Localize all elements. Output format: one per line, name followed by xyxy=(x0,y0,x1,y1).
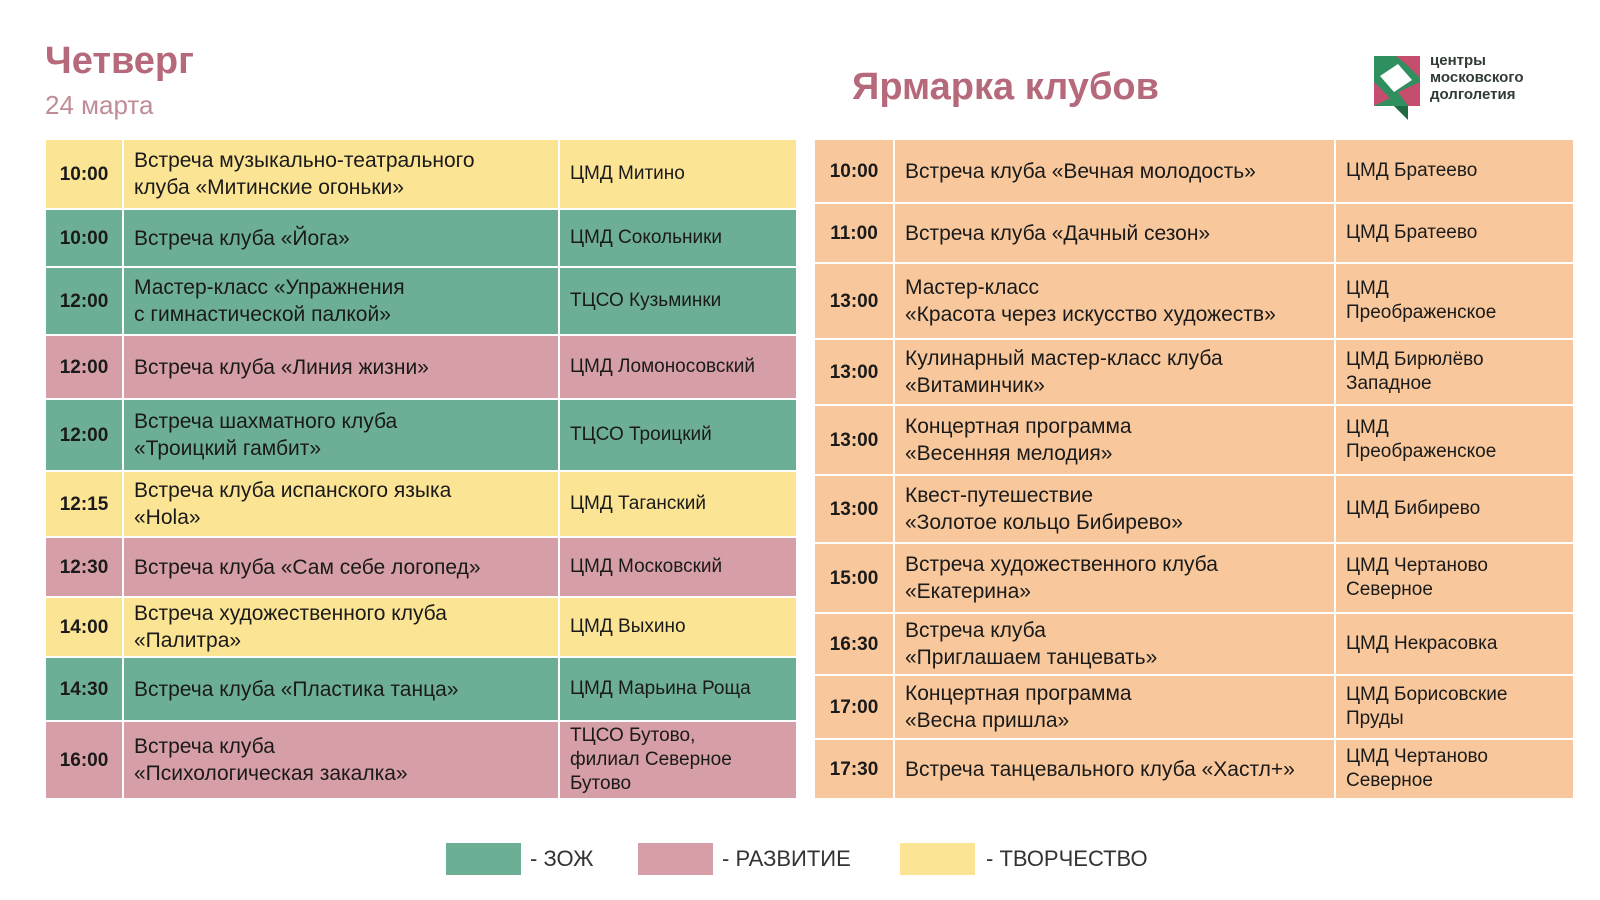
event-time: 10:00 xyxy=(45,139,123,209)
event-time: 13:00 xyxy=(814,263,894,339)
event-title: Встреча клуба «Вечная молодость» xyxy=(894,139,1335,203)
event-title: Концертная программа «Весна пришла» xyxy=(894,675,1335,739)
legend-swatch xyxy=(446,843,521,875)
table-row xyxy=(45,267,797,335)
event-time: 16:30 xyxy=(814,613,894,675)
event-place: ЦМД Преображенское xyxy=(1335,405,1574,475)
table-row xyxy=(814,675,1574,739)
logo-text xyxy=(1430,52,1524,103)
logo-mark-icon xyxy=(1372,52,1424,122)
event-time: 17:30 xyxy=(814,739,894,799)
event-title: Мастер-класс «Красота через искусство художеств» xyxy=(894,263,1335,339)
day-date: 24 марта xyxy=(45,90,154,120)
legend-swatch xyxy=(638,843,713,875)
event-title: Встреча клуба «Приглашаем танцевать» xyxy=(894,613,1335,675)
logo-line: московского xyxy=(1430,69,1524,86)
event-place: ЦМД Борисовские Пруды xyxy=(1335,675,1574,739)
table-row xyxy=(814,139,1574,203)
event-title: Встреча клуба испанского языка «Hola» xyxy=(123,471,559,537)
event-title: Встреча клуба «Йога» xyxy=(123,209,559,267)
event-place: ЦМД Братеево xyxy=(1335,139,1574,203)
event-place: ЦМД Марьина Роща xyxy=(559,657,797,721)
table-row xyxy=(45,335,797,399)
event-place: ЦМД Чертаново Северное xyxy=(1335,739,1574,799)
event-place: ЦМД Бибирево xyxy=(1335,475,1574,543)
table-row xyxy=(814,263,1574,339)
event-time: 16:00 xyxy=(45,721,123,799)
event-time: 13:00 xyxy=(814,405,894,475)
event-title: Встреча клуба «Пластика танца» xyxy=(123,657,559,721)
event-place: ТЦСО Бутово, филиал Северное Бутово xyxy=(559,721,797,799)
event-title: Встреча художественного клуба «Палитра» xyxy=(123,597,559,657)
left-schedule-table xyxy=(44,138,798,800)
table-row xyxy=(814,339,1574,405)
event-place: ЦМД Братеево xyxy=(1335,203,1574,263)
table-row xyxy=(45,537,797,597)
event-title: Встреча клуба «Сам себе логопед» xyxy=(123,537,559,597)
fair-schedule-table xyxy=(813,138,1575,800)
table-row xyxy=(814,543,1574,613)
event-title: Концертная программа «Весенняя мелодия» xyxy=(894,405,1335,475)
table-row xyxy=(45,721,797,799)
event-title: Встреча музыкально-театрального клуба «Митинские огоньки» xyxy=(123,139,559,209)
event-time: 12:00 xyxy=(45,267,123,335)
event-time: 14:30 xyxy=(45,657,123,721)
table-row xyxy=(814,475,1574,543)
legend-label: - ТВОРЧЕСТВО xyxy=(986,846,1148,871)
event-time: 12:00 xyxy=(45,335,123,399)
table-row xyxy=(814,405,1574,475)
day-title: Четверг xyxy=(45,40,194,82)
event-time: 14:00 xyxy=(45,597,123,657)
event-time: 12:30 xyxy=(45,537,123,597)
event-place: ЦМД Некрасовка xyxy=(1335,613,1574,675)
legend-label: - ЗОЖ xyxy=(530,846,594,871)
event-title: Квест-путешествие «Золотое кольцо Бибирево» xyxy=(894,475,1335,543)
event-place: ЦМД Выхино xyxy=(559,597,797,657)
event-time: 17:00 xyxy=(814,675,894,739)
table-row xyxy=(814,613,1574,675)
table-row xyxy=(45,471,797,537)
event-place: ЦМД Преображенское xyxy=(1335,263,1574,339)
legend-swatch xyxy=(900,843,975,875)
event-title: Встреча шахматного клуба «Троицкий гамбит» xyxy=(123,399,559,471)
event-title: Кулинарный мастер-класс клуба «Витаминчик» xyxy=(894,339,1335,405)
logo xyxy=(1372,52,1592,124)
event-time: 15:00 xyxy=(814,543,894,613)
event-time: 10:00 xyxy=(45,209,123,267)
table-row xyxy=(45,597,797,657)
event-place: ЦМД Чертаново Северное xyxy=(1335,543,1574,613)
table-row xyxy=(45,399,797,471)
event-title: Мастер-класс «Упражнения с гимнастической палкой» xyxy=(123,267,559,335)
logo-line: долголетия xyxy=(1430,86,1516,103)
event-time: 11:00 xyxy=(814,203,894,263)
event-place: ЦМД Митино xyxy=(559,139,797,209)
table-row xyxy=(814,739,1574,799)
event-place: ТЦСО Троицкий xyxy=(559,399,797,471)
table-row xyxy=(814,203,1574,263)
event-place: ЦМД Московский xyxy=(559,537,797,597)
fair-title: Ярмарка клубов xyxy=(852,66,1159,108)
event-time: 12:00 xyxy=(45,399,123,471)
event-title: Встреча клуба «Линия жизни» xyxy=(123,335,559,399)
event-place: ЦМД Таганский xyxy=(559,471,797,537)
event-place: ТЦСО Кузьминки xyxy=(559,267,797,335)
event-place: ЦМД Ломоносовский xyxy=(559,335,797,399)
event-title: Встреча клуба «Дачный сезон» xyxy=(894,203,1335,263)
logo-line: центры xyxy=(1430,52,1486,69)
table-row xyxy=(45,209,797,267)
event-time: 12:15 xyxy=(45,471,123,537)
event-place: ЦМД Бирюлёво Западное xyxy=(1335,339,1574,405)
event-place: ЦМД Сокольники xyxy=(559,209,797,267)
event-time: 13:00 xyxy=(814,339,894,405)
event-time: 10:00 xyxy=(814,139,894,203)
event-title: Встреча танцевального клуба «Хастл+» xyxy=(894,739,1335,799)
event-title: Встреча художественного клуба «Екатерина» xyxy=(894,543,1335,613)
event-title: Встреча клуба «Психологическая закалка» xyxy=(123,721,559,799)
table-row xyxy=(45,657,797,721)
event-time: 13:00 xyxy=(814,475,894,543)
table-row xyxy=(45,139,797,209)
legend-label: - РАЗВИТИЕ xyxy=(722,846,851,871)
